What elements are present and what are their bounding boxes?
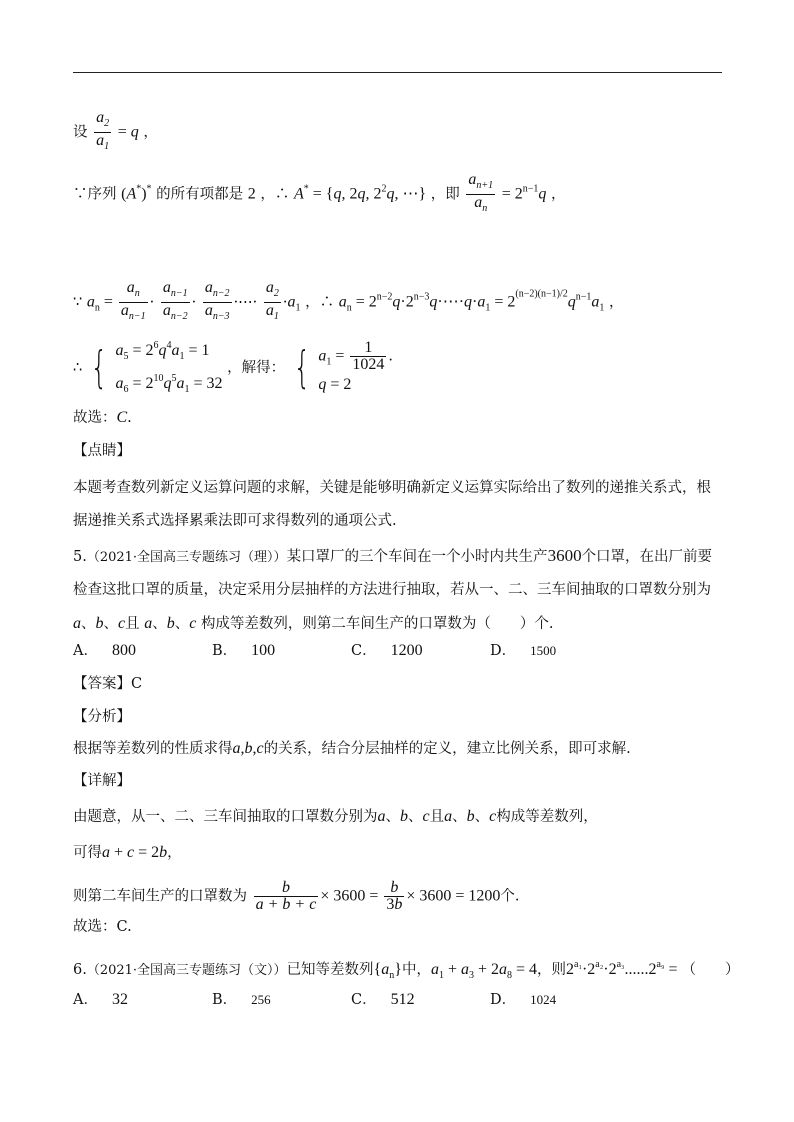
formula-line-3: ∵ $a_n$ = $\frac{a_n}{a_{n-1}}$ · $\frac{a_{n-1}}{a_{n-2}}$ · $\frac{a_{n-2}}{a_{n-3}}$ ·⋯· $\frac{a_2}{a_1}$ $\cdot a_1$ ，∴ $a_n$ = $2^{n-2}q\cdot 2^{n-3}q\cdot\cdots\cdot q\cdot a_1 = 2^{(n-2)(n-1)/2}q^{n-1}a_1$ ， <box>73 279 624 322</box>
option-b[interactable]: B． 100 <box>212 642 276 659</box>
option-c[interactable]: C． 1200 <box>351 642 423 659</box>
question-6-options <box>73 990 629 1010</box>
detail-line-1: 由题意，从一、二、三车间抽取的口罩数分别为a、b、c且a、b、c构成等差数列， <box>73 808 598 825</box>
detail-label: 【详解】 <box>73 773 131 789</box>
option-a[interactable]: A． 32 <box>73 991 128 1008</box>
option-a[interactable]: A． 800 <box>73 642 136 659</box>
dianjing-label: 【点睛】 <box>73 443 131 459</box>
option-c[interactable]: C． 512 <box>351 991 415 1008</box>
question-5-stem: 5.（2021·全国高三专题练习（理））某口罩厂的三个车间在一个小时内共生产3600个口罩，在出厂前要检查这批口罩的质量，决定采用分层抽样的方法进行抽取，若从一、二、三车间抽取的口罩数分别为a、b、c且 a、b、c 构成等差数列，则第二车间生产的口罩数为（ ）个. <box>73 546 713 632</box>
formula-line-1: 设 $\frac{a_2}{a_1}$ = q ， <box>73 109 158 152</box>
dianjing-text: 本题考查数列新定义运算问题的求解，关键是能够明确新定义运算实际给出了数列的递推关系式，根据递推关系式选择累乘法即可求得数列的通项公式. <box>73 480 711 529</box>
option-d[interactable]: D． 1024 <box>490 992 557 1008</box>
answer-line: 【答案】C <box>73 676 143 692</box>
detail-line-3: 则第二车间生产的口罩数为 $\frac{b}{a + b + c}$ × 3600 = $\frac{b}{3b}$ × 3600 = 1200个. <box>73 879 520 913</box>
option-d[interactable]: D． 1500 <box>490 643 557 659</box>
analysis-text: 根据等差数列的性质求得a,b,c的关系，结合分层抽样的定义，建立比例关系，即可求解. <box>73 740 631 757</box>
header-rule <box>73 72 722 73</box>
analysis-label: 【分析】 <box>73 709 131 725</box>
question-6-stem: 6.（2021·全国高三专题练习（文））已知等差数列$\{a_n\}$中，$a_1 + a_3 + 2a_8 = 4$，则$2^{a_1}\cdot 2^{a_2}\cdot 2^{a_3}......2^{a_9}$ = （ ） <box>73 959 740 981</box>
detail-final: 故选：C. <box>73 919 132 935</box>
choose-line: 故选：C. <box>73 409 132 426</box>
formula-line-2: ∵序列 (A*)* 的所有项都是 2 ，∴ A* = {q, 2q, $2^2q$, ⋯} ，即 $\frac{a_{n+1}}{a_n}$ = $2^{n-1}q$ ， <box>73 171 566 214</box>
option-b[interactable]: B． 256 <box>212 992 271 1008</box>
formula-line-4: ∴ { $a_5 = 2^6q^4a_1 = 1$ $a_6 = 2^{10}q^5a_1 = 32$ ，解得： { $a_1$ = $\frac{1}{1024}$ . q = 2 <box>73 339 393 395</box>
detail-line-2: 可得a + c = 2b， <box>73 844 182 861</box>
question-5-options <box>73 641 629 661</box>
